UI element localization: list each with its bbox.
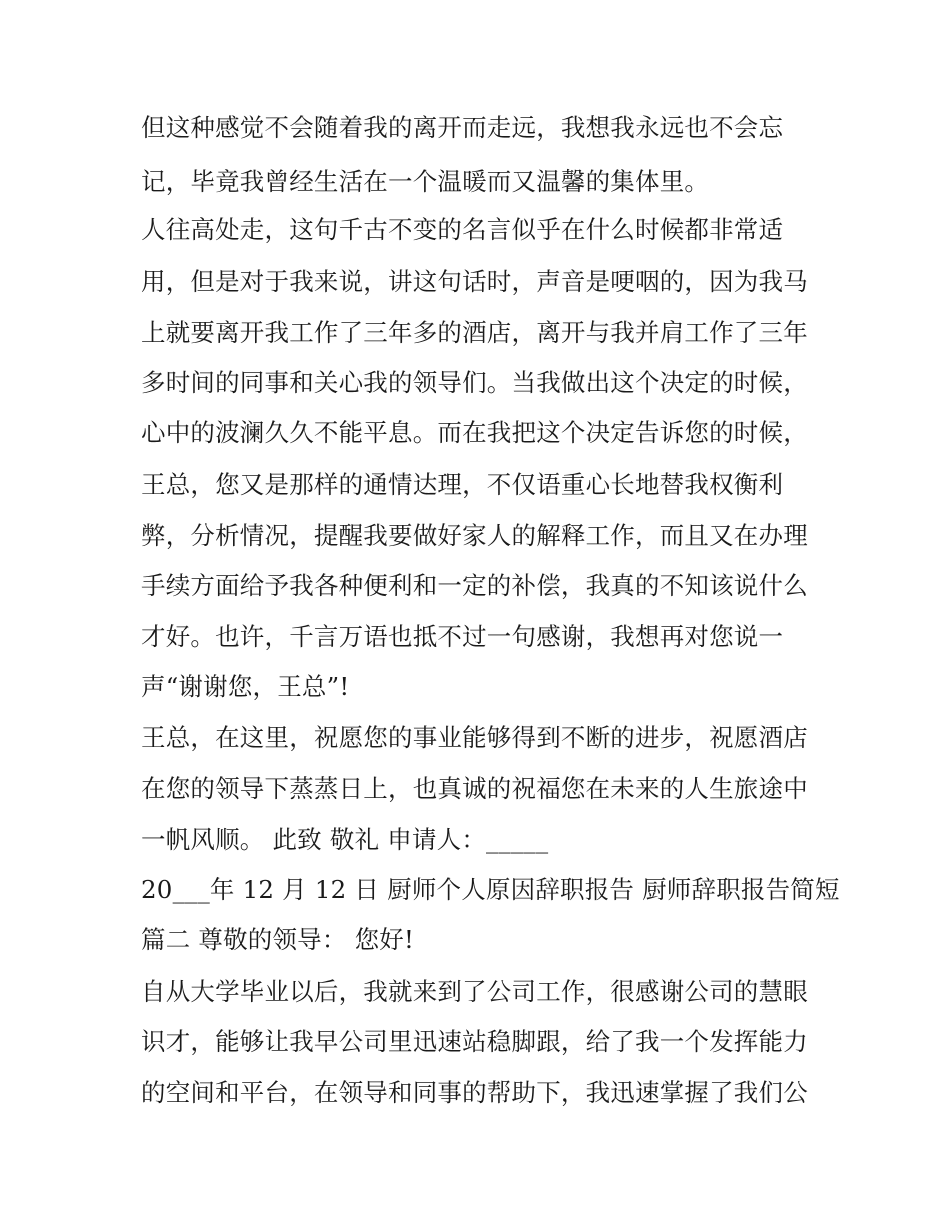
text-line-19: 识才，能够让我早公司里迅速站稳脚跟，给了我一个发挥能力 (141, 1027, 808, 1056)
text-line-11: 才好。也许，千言万语也抵不过一句感谢，我想再对您说一 (141, 622, 784, 651)
text-line-14: 在您的领导下蒸蒸日上，也真诚的祝福您在未来的人生旅途中 (141, 774, 808, 803)
text-line-10: 手续方面给予我各种便利和一定的补偿，我真的不知该说什么 (141, 571, 808, 600)
text-line-16: 20___年 12 月 12 日 厨师个人原因辞职报告 厨师辞职报告简短 (141, 875, 840, 904)
text-line-1: 但这种感觉不会随着我的离开而走远，我想我永远也不会忘 (141, 113, 784, 142)
text-line-8: 王总，您又是那样的通情达理，不仅语重心长地替我权衡利 (141, 470, 784, 499)
text-line-9: 弊，分析情况，提醒我要做好家人的解释工作，而且又在办理 (141, 521, 808, 550)
text-line-3: 人往高处走，这句千古不变的名言似乎在什么时候都非常适 (141, 215, 784, 244)
text-line-15: 一帆风顺。 此致 敬礼 申请人：_____ (141, 825, 549, 854)
text-line-17: 篇二 尊敬的领导： 您好! (141, 925, 415, 954)
text-line-6: 多时间的同事和关心我的领导们。当我做出这个决定的时候， (141, 368, 808, 397)
text-line-13: 王总，在这里，祝愿您的事业能够得到不断的进步，祝愿酒店 (141, 723, 808, 752)
text-line-12: 声“谢谢您，王总”! (141, 672, 350, 701)
text-line-20: 的空间和平台，在领导和同事的帮助下，我迅速掌握了我们公 (141, 1078, 808, 1107)
text-line-5: 上就要离开我工作了三年多的酒店，离开与我并肩工作了三年 (141, 318, 808, 347)
text-line-7: 心中的波澜久久不能平息。而在我把这个决定告诉您的时候， (141, 418, 808, 447)
text-line-18: 自从大学毕业以后，我就来到了公司工作，很感谢公司的慧眼 (141, 977, 808, 1006)
text-line-4: 用，但是对于我来说，讲这句话时，声音是哽咽的，因为我马 (141, 267, 808, 296)
text-line-2: 记，毕竟我曾经生活在一个温暖而又温馨的集体里。 (141, 167, 710, 196)
